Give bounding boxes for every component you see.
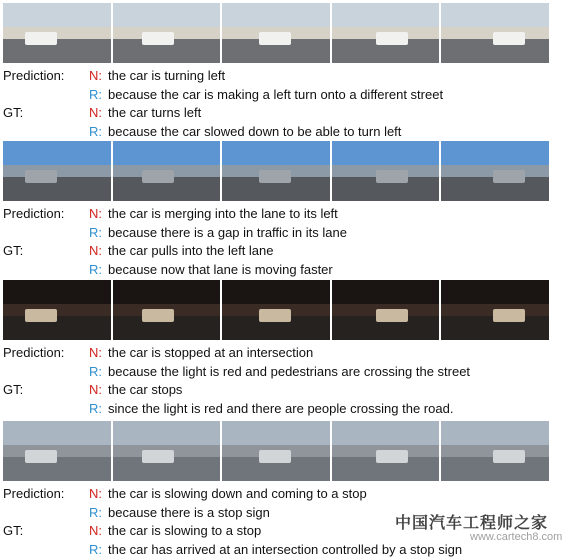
frame-vehicle: [493, 170, 525, 183]
label-spacer: [3, 504, 89, 523]
reasoning-text: the car has arrived at an intersection controlled by a stop sign: [108, 541, 549, 559]
n-tag: N:: [89, 522, 108, 541]
r-tag: R:: [89, 363, 108, 382]
n-tag: N:: [89, 242, 108, 261]
prediction-n-row: [3, 344, 549, 363]
label-spacer: [3, 224, 89, 243]
frame-road: [3, 39, 111, 63]
prediction-r-row: [3, 363, 549, 382]
reasoning-text: because the car is making a left turn onto a different street: [108, 86, 549, 105]
frame-vehicle: [25, 309, 57, 322]
gt-label: GT:: [3, 104, 89, 123]
reasoning-text: because now that lane is moving faster: [108, 261, 549, 280]
frame-vehicle: [376, 309, 408, 322]
frame-vehicle: [142, 450, 174, 463]
n-tag: N:: [89, 381, 108, 400]
r-tag: R:: [89, 86, 108, 105]
example-block: [3, 141, 549, 279]
video-frame: [222, 280, 330, 340]
frame-strip: [3, 280, 549, 340]
video-frame: [222, 421, 330, 481]
frame-sky: [222, 141, 330, 168]
frame-strip: [3, 3, 549, 63]
r-tag: R:: [89, 400, 108, 419]
gt-label: GT:: [3, 381, 89, 400]
video-frame: [222, 3, 330, 63]
frame-road: [3, 457, 111, 481]
prediction-label: Prediction:: [3, 67, 89, 86]
watermark-url: www.cartech8.com: [470, 531, 562, 543]
frame-sky: [222, 280, 330, 307]
frame-sky: [222, 3, 330, 30]
r-tag: R:: [89, 224, 108, 243]
frame-vehicle: [259, 170, 291, 183]
r-tag: R:: [89, 541, 108, 559]
frame-sky: [113, 421, 221, 448]
frame-road: [3, 316, 111, 340]
reasoning-text: because the car slowed down to be able to turn left: [108, 123, 549, 142]
frame-vehicle: [493, 309, 525, 322]
label-spacer: [3, 261, 89, 280]
gt-label: GT:: [3, 522, 89, 541]
frame-vehicle: [142, 170, 174, 183]
n-tag: N:: [89, 104, 108, 123]
narration-text: the car is stopped at an intersection: [108, 344, 549, 363]
frame-sky: [332, 280, 440, 307]
video-frame: [3, 141, 111, 201]
video-frame: [332, 141, 440, 201]
reasoning-text: because there is a gap in traffic in its lane: [108, 224, 549, 243]
frame-sky: [113, 3, 221, 30]
frame-strip: [3, 141, 549, 201]
caption-lines: [3, 205, 549, 279]
prediction-n-row: [3, 485, 549, 504]
video-frame: [441, 280, 549, 340]
narration-text: the car is merging into the lane to its left: [108, 205, 549, 224]
n-tag: N:: [89, 205, 108, 224]
caption-lines: [3, 344, 549, 418]
frame-sky: [3, 3, 111, 30]
watermark-cn: 中国汽车工程师之家: [395, 510, 548, 533]
prediction-r-row: [3, 224, 549, 243]
video-frame: [332, 421, 440, 481]
narration-text: the car turns left: [108, 104, 549, 123]
frame-vehicle: [25, 170, 57, 183]
reasoning-text: because there is a stop sign: [108, 504, 549, 523]
video-frame: [3, 3, 111, 63]
r-tag: R:: [89, 504, 108, 523]
prediction-n-row: [3, 205, 549, 224]
frame-vehicle: [25, 450, 57, 463]
video-frame: [113, 141, 221, 201]
gt-r-row: [3, 541, 549, 559]
prediction-r-row: [3, 86, 549, 105]
caption-lines: [3, 67, 549, 141]
gt-r-row: [3, 400, 549, 419]
n-tag: N:: [89, 344, 108, 363]
video-frame: [441, 141, 549, 201]
reasoning-text: because the light is red and pedestrians are crossing the street: [108, 363, 549, 382]
frame-vehicle: [142, 309, 174, 322]
frame-sky: [113, 280, 221, 307]
frame-vehicle: [259, 32, 291, 45]
label-spacer: [3, 363, 89, 382]
frame-sky: [332, 3, 440, 30]
frame-sky: [3, 280, 111, 307]
video-frame: [332, 280, 440, 340]
video-frame: [441, 3, 549, 63]
frame-vehicle: [493, 32, 525, 45]
frame-vehicle: [376, 32, 408, 45]
frame-strip: [3, 421, 549, 481]
narration-text: the car is slowing to a stop: [108, 522, 549, 541]
frame-vehicle: [376, 170, 408, 183]
n-tag: N:: [89, 485, 108, 504]
frame-vehicle: [25, 32, 57, 45]
video-frame: [222, 141, 330, 201]
label-spacer: [3, 123, 89, 142]
frame-sky: [332, 141, 440, 168]
gt-n-row: [3, 242, 549, 261]
label-spacer: [3, 86, 89, 105]
video-frame: [113, 3, 221, 63]
r-tag: R:: [89, 123, 108, 142]
frame-vehicle: [493, 450, 525, 463]
gt-r-row: [3, 261, 549, 280]
n-tag: N:: [89, 67, 108, 86]
frame-sky: [3, 421, 111, 448]
video-frame: [113, 280, 221, 340]
gt-n-row: [3, 104, 549, 123]
frame-sky: [332, 421, 440, 448]
prediction-n-row: [3, 67, 549, 86]
gt-n-row: [3, 381, 549, 400]
frame-vehicle: [259, 450, 291, 463]
frame-vehicle: [259, 309, 291, 322]
gt-label: GT:: [3, 242, 89, 261]
prediction-label: Prediction:: [3, 205, 89, 224]
narration-text: the car pulls into the left lane: [108, 242, 549, 261]
video-frame: [332, 3, 440, 63]
frame-road: [3, 177, 111, 201]
frame-sky: [441, 280, 549, 307]
label-spacer: [3, 400, 89, 419]
example-block: [3, 421, 549, 559]
frame-sky: [222, 421, 330, 448]
r-tag: R:: [89, 261, 108, 280]
prediction-label: Prediction:: [3, 344, 89, 363]
frame-sky: [441, 421, 549, 448]
narration-text: the car is slowing down and coming to a stop: [108, 485, 549, 504]
frame-vehicle: [376, 450, 408, 463]
example-block: [3, 280, 549, 418]
frame-sky: [113, 141, 221, 168]
narration-text: the car is turning left: [108, 67, 549, 86]
prediction-label: Prediction:: [3, 485, 89, 504]
video-frame: [3, 280, 111, 340]
frame-sky: [3, 141, 111, 168]
reasoning-text: since the light is red and there are people crossing the road.: [108, 400, 549, 419]
video-frame: [3, 421, 111, 481]
example-block: [3, 3, 549, 141]
video-frame: [113, 421, 221, 481]
gt-r-row: [3, 123, 549, 142]
video-frame: [441, 421, 549, 481]
label-spacer: [3, 541, 89, 559]
frame-sky: [441, 141, 549, 168]
narration-text: the car stops: [108, 381, 549, 400]
frame-sky: [441, 3, 549, 30]
frame-vehicle: [142, 32, 174, 45]
